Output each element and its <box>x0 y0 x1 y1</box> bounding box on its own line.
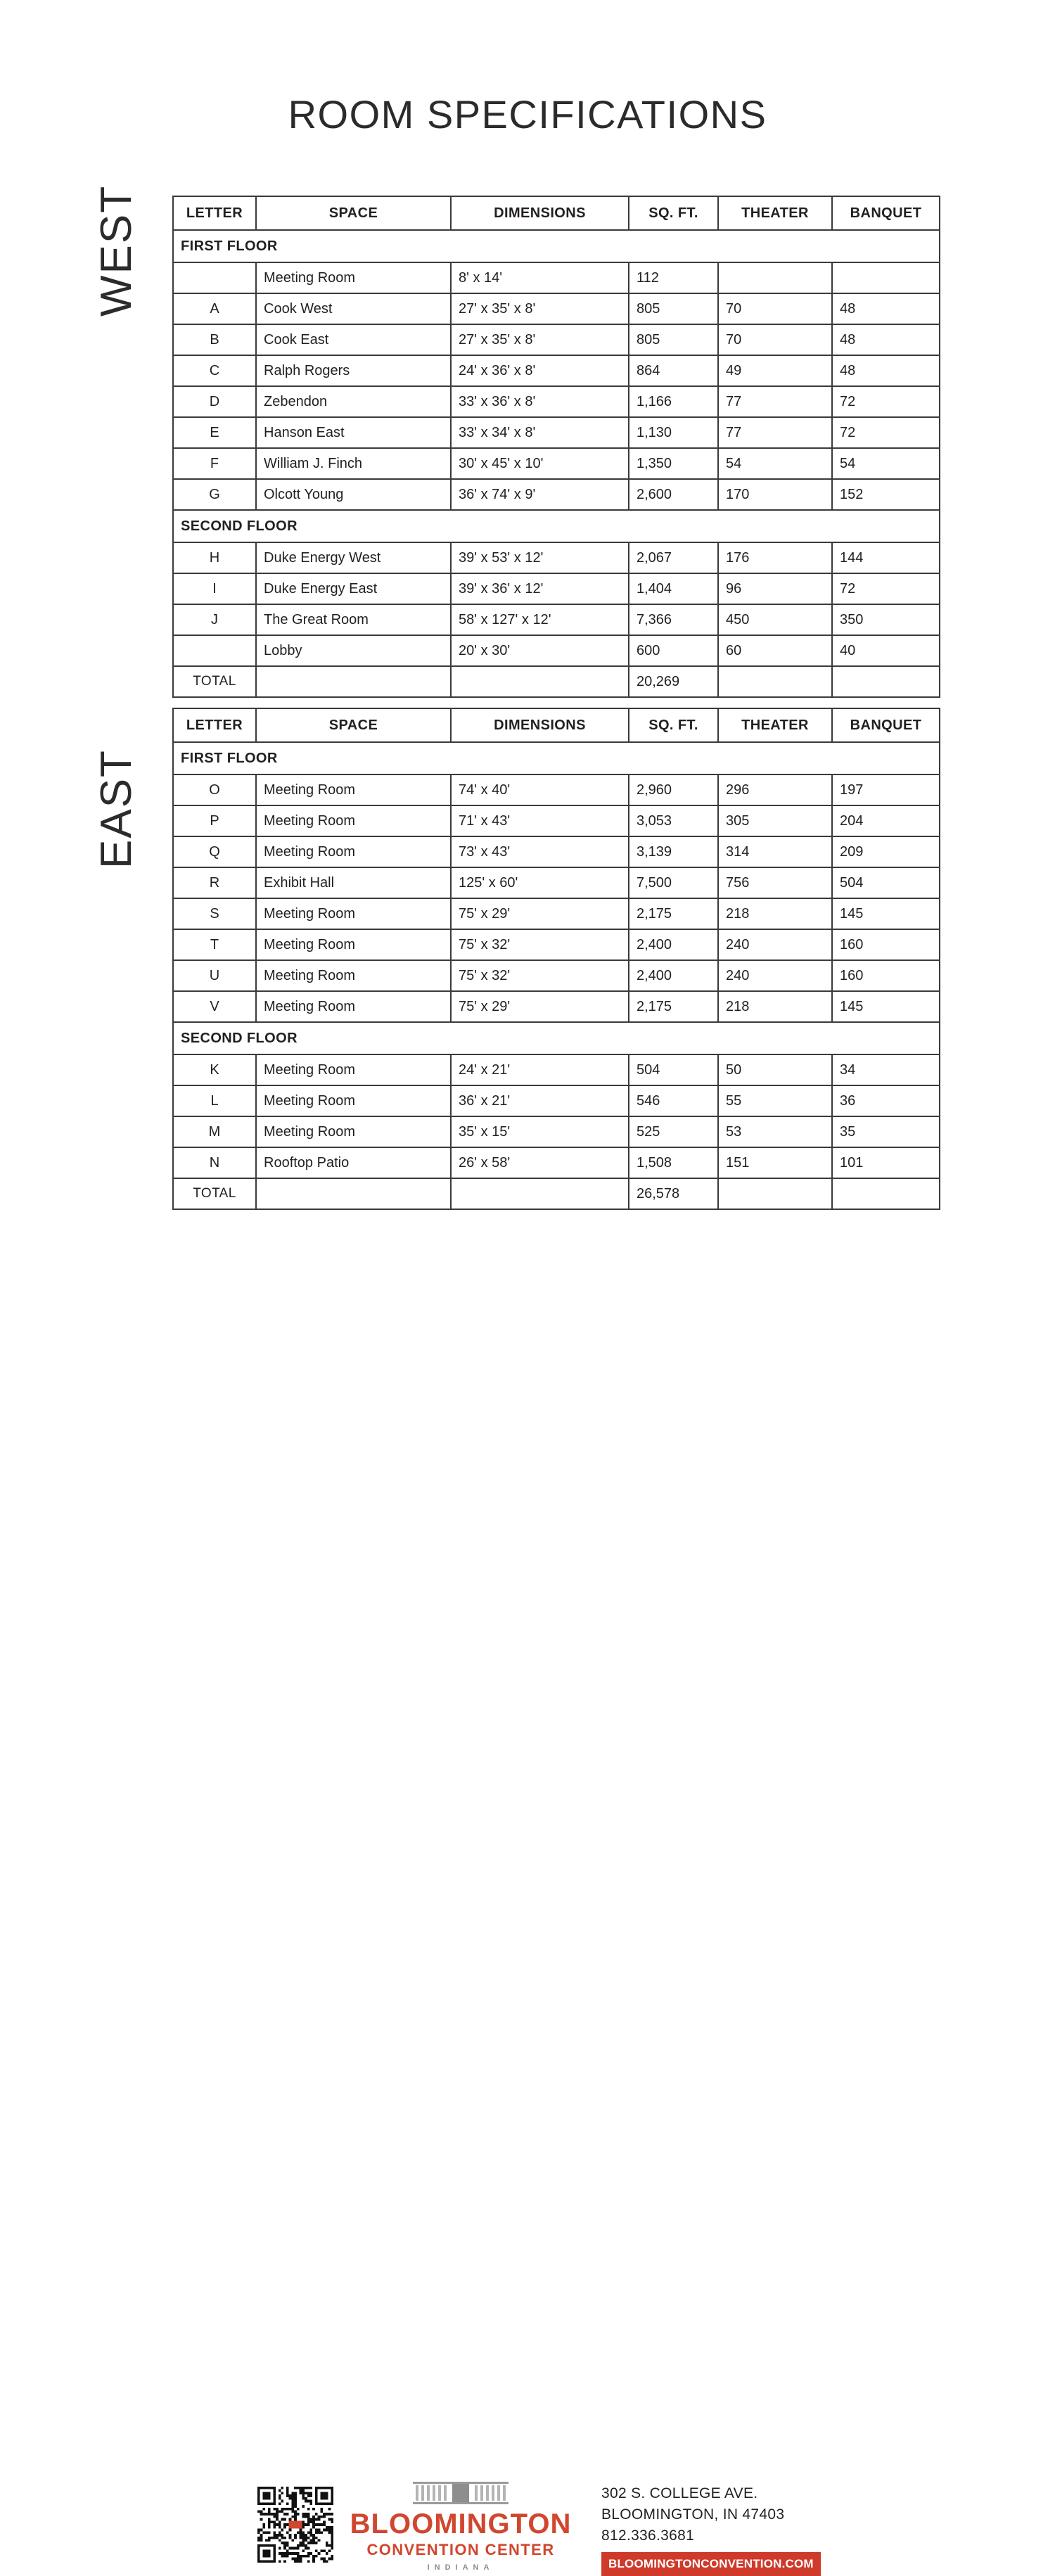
cell-banquet: 101 <box>832 1147 940 1178</box>
cell-dimensions: 8' x 14' <box>451 262 629 293</box>
cell-banquet: 35 <box>832 1116 940 1147</box>
cell-theater: 314 <box>718 836 832 867</box>
cell-sqft: 26,578 <box>629 1178 718 1209</box>
cell-letter: S <box>173 898 256 929</box>
page-title: ROOM SPECIFICATIONS <box>288 92 767 136</box>
cell-sqft: 2,175 <box>629 898 718 929</box>
cell-dimensions: 75' x 29' <box>451 991 629 1022</box>
cell-theater: 54 <box>718 448 832 479</box>
west-header-row <box>173 196 940 230</box>
floor-section-row <box>173 1022 940 1054</box>
floor-section-row <box>173 510 940 542</box>
cell-theater: 305 <box>718 805 832 836</box>
east-table-body <box>173 742 940 1209</box>
east-table-container <box>172 708 939 1210</box>
column-header-letter: LETTER <box>173 196 256 230</box>
cell-sqft: 805 <box>629 324 718 355</box>
floor-section-row <box>173 230 940 262</box>
cell-dimensions: 39' x 36' x 12' <box>451 573 629 604</box>
cell-space: Cook West <box>256 293 451 324</box>
cell-theater: 50 <box>718 1054 832 1085</box>
cell-letter: O <box>173 774 256 805</box>
cell-dimensions: 75' x 32' <box>451 960 629 991</box>
cell-sqft: 20,269 <box>629 666 718 697</box>
cell-sqft: 2,067 <box>629 542 718 573</box>
cell-dimensions <box>451 666 629 697</box>
west-table-body <box>173 230 940 697</box>
cell-theater: 240 <box>718 929 832 960</box>
cell-dimensions: 26' x 58' <box>451 1147 629 1178</box>
cell-sqft: 2,400 <box>629 960 718 991</box>
cell-space: Meeting Room <box>256 836 451 867</box>
floor-section-label: SECOND FLOOR <box>173 1022 940 1054</box>
cell-dimensions: 20' x 30' <box>451 635 629 666</box>
cell-theater: 176 <box>718 542 832 573</box>
cell-sqft: 2,175 <box>629 991 718 1022</box>
cell-space: Olcott Young <box>256 479 451 510</box>
cell-letter: V <box>173 991 256 1022</box>
cell-letter: A <box>173 293 256 324</box>
cell-banquet: 72 <box>832 386 940 417</box>
table-row <box>173 386 940 417</box>
cell-theater: 60 <box>718 635 832 666</box>
cell-banquet <box>832 1178 940 1209</box>
cell-theater: 151 <box>718 1147 832 1178</box>
column-header-letter: LETTER <box>173 708 256 742</box>
table-row <box>173 929 940 960</box>
cell-letter: L <box>173 1085 256 1116</box>
cell-banquet: 197 <box>832 774 940 805</box>
cell-banquet <box>832 262 940 293</box>
cell-letter <box>173 262 256 293</box>
cell-dimensions: 27' x 35' x 8' <box>451 324 629 355</box>
address-line-1: 302 S. COLLEGE AVE. <box>601 2485 758 2501</box>
cell-theater: 77 <box>718 386 832 417</box>
cell-theater: 296 <box>718 774 832 805</box>
column-header-banquet: BANQUET <box>832 708 940 742</box>
cell-sqft: 3,053 <box>629 805 718 836</box>
cell-dimensions: 75' x 29' <box>451 898 629 929</box>
cell-space: Duke Energy East <box>256 573 451 604</box>
cell-letter: D <box>173 386 256 417</box>
logo-line-convention-center: CONVENTION CENTER <box>366 2541 555 2558</box>
table-row <box>173 324 940 355</box>
cell-letter: C <box>173 355 256 386</box>
phone-number: 812.336.3681 <box>601 2527 695 2544</box>
cell-dimensions <box>451 1178 629 1209</box>
cell-space: Meeting Room <box>256 960 451 991</box>
table-row <box>173 542 940 573</box>
cell-theater: 240 <box>718 960 832 991</box>
cell-space: Ralph Rogers <box>256 355 451 386</box>
cell-sqft: 546 <box>629 1085 718 1116</box>
cell-space: Meeting Room <box>256 929 451 960</box>
cell-dimensions: 71' x 43' <box>451 805 629 836</box>
column-header-banquet: BANQUET <box>832 196 940 230</box>
floor-section-row <box>173 742 940 774</box>
table-row <box>173 479 940 510</box>
column-header-sqft: SQ. FT. <box>629 196 718 230</box>
table-row <box>173 1147 940 1178</box>
table-row <box>173 417 940 448</box>
cell-sqft: 805 <box>629 293 718 324</box>
table-row <box>173 635 940 666</box>
cell-theater: 77 <box>718 417 832 448</box>
table-row <box>173 805 940 836</box>
cell-letter: K <box>173 1054 256 1085</box>
cell-sqft: 504 <box>629 1054 718 1085</box>
cell-letter: B <box>173 324 256 355</box>
table-row <box>173 1116 940 1147</box>
cell-space: Hanson East <box>256 417 451 448</box>
cell-theater: 450 <box>718 604 832 635</box>
column-header-sqft: SQ. FT. <box>629 708 718 742</box>
table-row <box>173 573 940 604</box>
cell-banquet: 209 <box>832 836 940 867</box>
cell-space: Meeting Room <box>256 262 451 293</box>
cell-letter: T <box>173 929 256 960</box>
cell-theater: 170 <box>718 479 832 510</box>
cell-theater: 218 <box>718 898 832 929</box>
qr-code[interactable] <box>257 2487 333 2563</box>
cell-theater: 55 <box>718 1085 832 1116</box>
cell-dimensions: 35' x 15' <box>451 1116 629 1147</box>
cell-sqft: 864 <box>629 355 718 386</box>
cell-letter: E <box>173 417 256 448</box>
table-row <box>173 355 940 386</box>
cell-banquet: 72 <box>832 417 940 448</box>
cell-space: Rooftop Patio <box>256 1147 451 1178</box>
cell-sqft: 7,500 <box>629 867 718 898</box>
cell-banquet: 48 <box>832 355 940 386</box>
cell-letter: Q <box>173 836 256 867</box>
table-row <box>173 836 940 867</box>
cell-dimensions: 24' x 36' x 8' <box>451 355 629 386</box>
cell-letter: M <box>173 1116 256 1147</box>
cell-dimensions: 33' x 34' x 8' <box>451 417 629 448</box>
cell-space: Meeting Room <box>256 991 451 1022</box>
cell-theater: 756 <box>718 867 832 898</box>
floor-section-label: SECOND FLOOR <box>173 510 940 542</box>
cell-banquet: 160 <box>832 929 940 960</box>
cell-sqft: 1,350 <box>629 448 718 479</box>
cell-dimensions: 27' x 35' x 8' <box>451 293 629 324</box>
cell-space: Exhibit Hall <box>256 867 451 898</box>
cell-sqft: 600 <box>629 635 718 666</box>
cell-sqft: 1,166 <box>629 386 718 417</box>
cell-sqft: 2,400 <box>629 929 718 960</box>
table-row <box>173 1054 940 1085</box>
cell-banquet: 145 <box>832 898 940 929</box>
cell-theater <box>718 666 832 697</box>
cell-dimensions: 33' x 36' x 8' <box>451 386 629 417</box>
logo-line-bloomington: BLOOMINGTON <box>350 2508 572 2539</box>
cell-letter: J <box>173 604 256 635</box>
table-row <box>173 960 940 991</box>
cell-letter: H <box>173 542 256 573</box>
cell-space: Duke Energy West <box>256 542 451 573</box>
cell-banquet: 152 <box>832 479 940 510</box>
column-header-dimensions: DIMENSIONS <box>451 708 629 742</box>
table-row <box>173 262 940 293</box>
section-label-east: EAST <box>92 749 141 869</box>
cell-space <box>256 1178 451 1209</box>
cell-space: Meeting Room <box>256 1085 451 1116</box>
cell-dimensions: 75' x 32' <box>451 929 629 960</box>
cell-sqft: 1,508 <box>629 1147 718 1178</box>
table-total-row <box>173 666 940 697</box>
cell-banquet <box>832 666 940 697</box>
cell-dimensions: 30' x 45' x 10' <box>451 448 629 479</box>
cell-letter: TOTAL <box>173 1178 256 1209</box>
floor-section-label: FIRST FLOOR <box>173 230 940 262</box>
table-row <box>173 1085 940 1116</box>
address-line-2: BLOOMINGTON, IN 47403 <box>601 2506 785 2523</box>
cell-dimensions: 39' x 53' x 12' <box>451 542 629 573</box>
column-header-dimensions: DIMENSIONS <box>451 196 629 230</box>
table-row <box>173 898 940 929</box>
table-row <box>173 604 940 635</box>
cell-banquet: 204 <box>832 805 940 836</box>
cell-space: Meeting Room <box>256 774 451 805</box>
cell-banquet: 145 <box>832 991 940 1022</box>
cell-banquet: 48 <box>832 293 940 324</box>
cell-sqft: 2,600 <box>629 479 718 510</box>
east-table-head <box>173 708 940 742</box>
cell-theater <box>718 1178 832 1209</box>
west-room-specifications-table <box>172 196 940 698</box>
cell-letter: TOTAL <box>173 666 256 697</box>
column-header-theater: THEATER <box>718 708 832 742</box>
east-header-row <box>173 708 940 742</box>
cell-sqft: 7,366 <box>629 604 718 635</box>
cell-sqft: 112 <box>629 262 718 293</box>
cell-letter: P <box>173 805 256 836</box>
cell-space: The Great Room <box>256 604 451 635</box>
cell-space: Meeting Room <box>256 898 451 929</box>
bloomington-convention-center-logo <box>345 2479 577 2572</box>
cell-space: Cook East <box>256 324 451 355</box>
cell-sqft: 525 <box>629 1116 718 1147</box>
west-table-container <box>172 196 939 698</box>
cell-space: Zebendon <box>256 386 451 417</box>
cell-banquet: 48 <box>832 324 940 355</box>
cell-sqft: 1,130 <box>629 417 718 448</box>
cell-banquet: 34 <box>832 1054 940 1085</box>
cell-letter: R <box>173 867 256 898</box>
cell-banquet: 54 <box>832 448 940 479</box>
cell-sqft: 3,139 <box>629 836 718 867</box>
cell-letter: U <box>173 960 256 991</box>
cell-letter: F <box>173 448 256 479</box>
cell-theater <box>718 262 832 293</box>
table-row <box>173 991 940 1022</box>
cell-space: Meeting Room <box>256 1116 451 1147</box>
table-total-row <box>173 1178 940 1209</box>
table-row <box>173 293 940 324</box>
cell-letter <box>173 635 256 666</box>
building-icon <box>411 2479 510 2507</box>
cell-dimensions: 73' x 43' <box>451 836 629 867</box>
cell-theater: 70 <box>718 293 832 324</box>
cell-letter: I <box>173 573 256 604</box>
cell-banquet: 40 <box>832 635 940 666</box>
cell-banquet: 160 <box>832 960 940 991</box>
page-footer <box>0 1238 1055 2572</box>
cell-theater: 70 <box>718 324 832 355</box>
cell-dimensions: 24' x 21' <box>451 1054 629 1085</box>
logo-line-indiana: INDIANA <box>427 2563 494 2572</box>
section-label-west: WEST <box>92 184 141 317</box>
cell-space: Lobby <box>256 635 451 666</box>
cell-sqft: 2,960 <box>629 774 718 805</box>
cell-dimensions: 36' x 74' x 9' <box>451 479 629 510</box>
column-header-theater: THEATER <box>718 196 832 230</box>
contact-information <box>601 2483 897 2576</box>
cell-letter: N <box>173 1147 256 1178</box>
column-header-space: SPACE <box>256 708 451 742</box>
table-row <box>173 867 940 898</box>
cell-theater: 49 <box>718 355 832 386</box>
cell-space <box>256 666 451 697</box>
cell-sqft: 1,404 <box>629 573 718 604</box>
table-row <box>173 448 940 479</box>
cell-theater: 96 <box>718 573 832 604</box>
cell-space: William J. Finch <box>256 448 451 479</box>
cell-dimensions: 125' x 60' <box>451 867 629 898</box>
west-table-head <box>173 196 940 230</box>
cell-space: Meeting Room <box>256 1054 451 1085</box>
cell-banquet: 504 <box>832 867 940 898</box>
cell-dimensions: 36' x 21' <box>451 1085 629 1116</box>
cell-dimensions: 74' x 40' <box>451 774 629 805</box>
cell-banquet: 350 <box>832 604 940 635</box>
cell-space: Meeting Room <box>256 805 451 836</box>
cell-dimensions: 58' x 127' x 12' <box>451 604 629 635</box>
website-link-badge[interactable]: BLOOMINGTONCONVENTION.COM <box>601 2552 821 2576</box>
cell-banquet: 36 <box>832 1085 940 1116</box>
cell-banquet: 144 <box>832 542 940 573</box>
floor-section-label: FIRST FLOOR <box>173 742 940 774</box>
cell-letter: G <box>173 479 256 510</box>
column-header-space: SPACE <box>256 196 451 230</box>
cell-theater: 218 <box>718 991 832 1022</box>
cell-banquet: 72 <box>832 573 940 604</box>
east-room-specifications-table <box>172 708 940 1210</box>
cell-theater: 53 <box>718 1116 832 1147</box>
table-row <box>173 774 940 805</box>
